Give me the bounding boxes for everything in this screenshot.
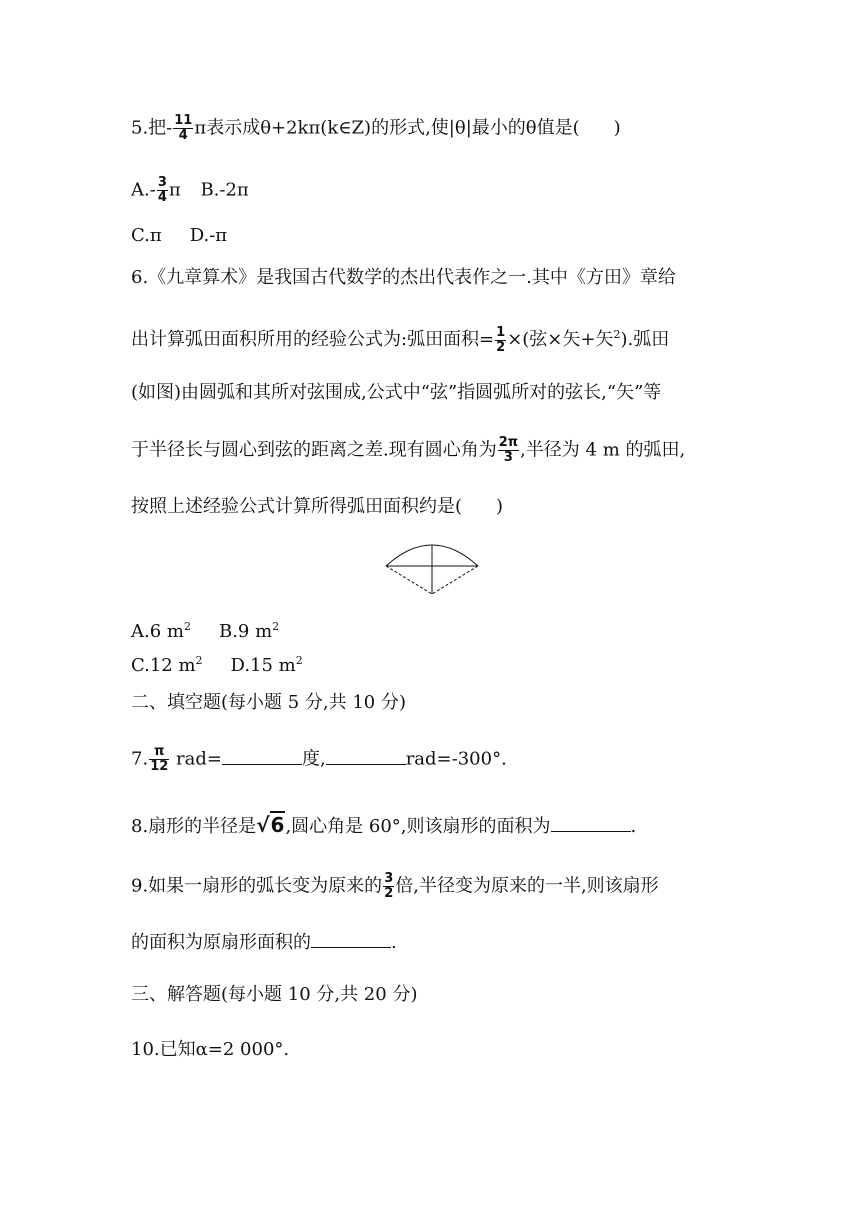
q5-option-b: B.-2π [200,179,249,201]
q9-fraction-denominator: 2 [384,886,394,901]
q6-angle-numerator: 2π [498,435,519,450]
q6-line-5-text: 按照上述经验公式计算所得弧田面积约是( [131,496,463,517]
q9-prefix: 9.如果一扇形的弧长变为原来的 [131,875,383,897]
q6-option-c-exponent: 2 [195,654,203,667]
q6-option-a: A.6 m [131,621,184,642]
q6-line-2-exponent: 2 [613,328,621,341]
q6-half-fraction [495,326,506,355]
q8-prefix: 8.扇形的半径是 [131,816,257,837]
q5-prefix: 5.把- [131,117,173,139]
q6-option-a-exponent: 2 [183,620,191,633]
q6-line-4 [131,436,685,465]
q5-fraction [173,114,193,143]
q8-end: . [630,816,637,837]
q5-option-a-fraction [157,176,168,205]
q9-line-2-text: 的面积为原扇形面积的 [131,932,311,953]
q6-half-denominator: 2 [496,339,506,355]
q7-fraction-numerator: π [149,745,169,760]
q5-option-a-denominator: 4 [157,190,167,205]
q5-option-c: C.π [131,225,162,246]
q7-fraction [149,745,169,774]
q6-option-d: D.15 m [230,655,296,676]
q8-sqrt: √6 [256,813,285,837]
q5-text: π表示成θ+2kπ(k∈Z)的形式,使|θ|最小的θ值是( [194,117,580,139]
q6-close-paren: ) [496,496,504,517]
q6-options-cd [131,647,303,680]
arc-field-figure [384,538,480,598]
q6-line-2-end: ).弧田 [620,329,670,350]
q5-option-a-numerator: 3 [157,175,167,190]
q6-line-1: 6.《九章算术》是我国古代数学的杰出代表作之一.其中《方田》章给 [131,267,676,288]
question-8 [131,811,636,841]
question-10: 10.已知α=2 000°. [131,1039,290,1060]
q6-option-b: B.9 m [218,621,273,642]
q5-option-a-prefix: A.- [131,179,156,201]
q9-end: . [391,932,397,953]
q7-prefix: 7. [131,748,149,770]
q9-blank [311,929,391,948]
q7-blank-2 [326,746,406,765]
q8-radicand: 6 [270,813,285,837]
radius-dashed-left [386,566,432,594]
q6-line-3: (如图)由圆弧和其所对弦围成,公式中“弦”指圆弧所对的弦长,“矢”等 [131,382,662,403]
q5-option-a-suffix: π [168,179,181,201]
q6-line-4-prefix: 于半径长与圆心到弦的距离之差.现有圆心角为 [131,439,497,461]
q5-fraction-numerator: 11 [174,113,193,128]
q6-option-b-exponent: 2 [272,620,280,633]
q5-options-cd [131,222,227,250]
q7-rad-text: rad=-300°. [405,748,507,770]
q6-half-numerator: 1 [496,324,506,340]
q9-suffix: 倍,半径变为原来的一半,则该扇形 [395,875,659,897]
q5-close-paren: ) [613,117,621,139]
question-7 [131,745,507,774]
q6-option-c: C.12 m [131,655,196,676]
radius-dashed-right [432,566,478,594]
q9-fraction-numerator: 3 [384,871,394,886]
q7-rad-equals: rad= [170,748,222,770]
q7-degree-text: 度, [301,748,326,770]
q6-line-2 [131,321,669,355]
section-2-heading: 二、填空题(每小题 5 分,共 10 分) [131,692,407,713]
q5-options-ab [131,176,249,205]
question-9-line-2 [131,929,397,957]
q6-angle-fraction [498,436,519,465]
q6-line-2-prefix: 出计算弧田面积所用的经验公式为:弧田面积= [131,329,495,350]
q6-angle-denominator: 3 [503,450,513,465]
section-3-heading: 三、解答题(每小题 10 分,共 20 分) [131,984,418,1005]
q9-fraction [383,872,394,901]
question-5 [131,114,621,143]
q8-blank [551,813,631,832]
q6-line-5 [131,493,503,521]
q5-option-d: D.-π [189,225,228,246]
q6-option-d-exponent: 2 [295,654,303,667]
q7-blank-1 [222,746,302,765]
q7-fraction-denominator: 12 [150,759,169,774]
q6-line-4-suffix: ,半径为 4 m 的弧田, [520,439,686,461]
q6-options-ab [131,613,279,646]
question-9-line-1 [131,872,659,901]
q6-line-2-formula: ×(弦×矢+矢 [507,329,614,350]
q5-fraction-denominator: 4 [178,128,188,143]
q8-suffix: ,圆心角是 60°,则该扇形的面积为 [285,816,551,837]
